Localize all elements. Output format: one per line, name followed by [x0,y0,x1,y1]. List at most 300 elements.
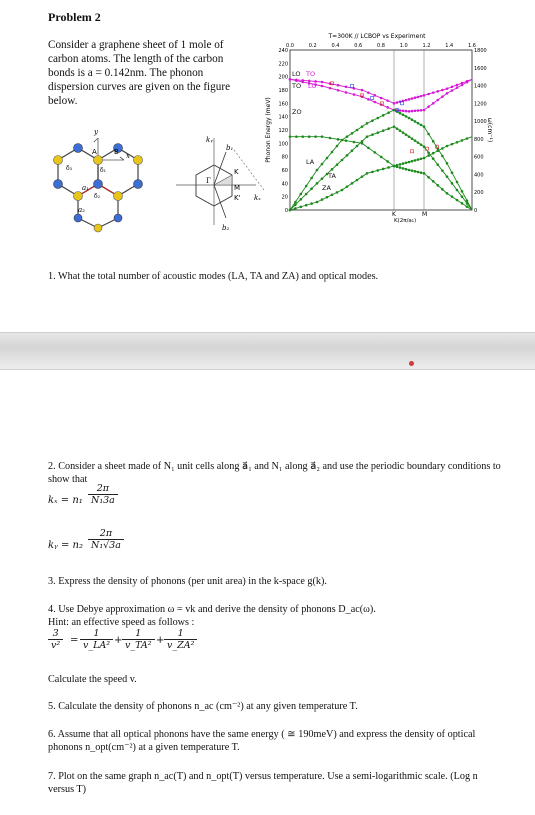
ZA-branch-point [427,176,430,179]
ZA-branch-point [326,196,329,199]
ZA-branch-point [387,166,390,169]
LA-branch-point [387,111,390,114]
ZO-branch-point [289,135,292,138]
calc-speed-text: Calculate the speed v. [48,674,137,685]
LO-branch-point [337,84,340,87]
ZO-branch-point [456,141,459,144]
LA-branch-point [366,122,369,125]
LA-branch-point [341,139,344,142]
left-tick-label: 100 [278,141,288,148]
kpoint-M: M [422,211,428,218]
LA-branch-point [361,125,364,128]
ZO-branch-point [337,138,340,141]
TA-branch-point [361,140,364,143]
TO-branch-point [451,89,454,92]
plot-xlabel: K(2π/a₁) [394,218,417,224]
top-tick-label: 0.4 [331,43,340,49]
graphene-lattice-figure [38,110,168,230]
LO-branch-point [441,89,444,92]
ZA-branch-point [456,199,459,202]
LA-branch-point [411,118,414,121]
TA-branch-point [300,198,303,201]
TA-branch-point [346,154,349,157]
ZO-branch-point [345,139,348,142]
TA-branch-point [399,129,402,132]
ky-lhs: kᵧ = n₂ [48,540,84,551]
ZO-branch-point [308,135,311,138]
ZO-branch-point [302,135,305,138]
ZA-branch-point [414,170,417,173]
LO-branch-point [367,91,370,94]
question-6: 6. Assume that all optical phonons have the same energy ( ≅ 190meV) and express the density of optical phonons n_opt(cm⁻²) at a given temperature T. [48,729,476,753]
LO-branch-point [374,94,377,97]
mode-label-TO: TO [306,70,316,78]
LO-branch-point [437,90,440,93]
ZO-branch-point [427,154,430,157]
scroll-marker [409,361,414,366]
bz-label-K: K [234,168,239,176]
TA-branch-point [411,137,414,140]
TA-branch-point [423,145,426,148]
LA-branch-point [405,115,408,118]
TO-branch-point [456,86,459,89]
bz-label-gamma: Γ [206,177,211,185]
TO-branch-point [466,81,469,84]
left-tick-label: 40 [281,181,288,188]
ZO-branch-point [432,152,435,155]
ZA-branch-point [321,198,324,201]
lattice-label-d2: δ₂ [94,193,101,200]
TO-branch-point [337,89,340,92]
top-tick-label: 1.2 [422,43,431,49]
ZO-branch-point [451,143,454,146]
ZO-branch-point [423,157,426,160]
TO-branch-point [329,87,332,90]
speed-frac-la [80,628,113,651]
TO-branch-point [414,110,417,113]
right-tick-label: 600 [474,154,484,161]
ZO-branch-point [441,147,444,150]
speed-la-den: v_LA² [83,640,111,651]
plot-y2label: ω(cm⁻¹) [486,117,493,143]
LA-branch [290,110,472,210]
TO-branch-point [321,85,324,88]
LA-branch-point [294,201,297,204]
TA-branch-point [456,189,459,192]
TO-branch-point [417,109,420,112]
brillouin-zone-figure [166,130,266,240]
TA-branch-point [371,133,374,136]
lattice-label-y: y [94,128,98,136]
TA-branch-point [356,145,359,148]
problem-title: Problem 2 [48,10,101,24]
left-tick-label: 180 [278,88,288,94]
lattice-label-A: A [92,148,97,156]
ZA-branch-point [399,166,402,169]
ZA-branch-point [366,172,369,175]
top-tick-label: 1.4 [445,43,454,49]
speed-za-den: v_ZA² [167,640,195,651]
TO-branch-point [289,78,292,81]
LA-branch-point [382,114,385,117]
LA-branch-point [371,119,374,122]
LA-branch-point [417,122,420,125]
bz-label-b1: b₁ [226,144,234,152]
ZO-branch-point [446,145,449,148]
speed-ta-den: v_TA² [125,640,152,651]
TA-branch-point [366,135,369,138]
page-2 [0,370,535,815]
TA-branch-point [387,127,390,130]
left-tick-label: 240 [278,48,288,54]
ZA-branch-point [305,204,308,207]
ZA-branch-point [300,206,303,209]
speed-za-num: 1 [164,628,197,640]
LO-branch-point [446,87,449,90]
ZA-branch-point [396,166,399,169]
ZO-branch-point [380,156,383,159]
LO-branch [290,79,472,103]
speed-la-num: 1 [80,628,113,640]
TO-branch-point [399,109,402,112]
TO-branch-point [420,109,423,112]
lattice-label-d1: δ₁ [100,167,107,174]
LO-branch-point [361,89,364,92]
kx-denominator: N₁3a [91,495,115,506]
ZA-branch-point [377,169,380,172]
LO-branch-point [420,95,423,98]
ZA-branch-point [371,171,374,174]
ZA-branch-point [461,202,464,205]
TO-branch-point [441,95,444,98]
mode-label-TO2: TO [292,82,302,90]
LA-branch-point [414,120,417,123]
ZO-branch-point [405,162,408,165]
phonon-dispersion-plot [262,30,492,230]
ZO-branch-point [374,151,377,154]
TO-branch-point [461,84,464,87]
TO-branch-point [408,110,411,113]
LA-branch-point [351,132,354,135]
TA-branch-point [382,129,385,132]
ZA-branch-point [331,194,334,197]
TA-branch-point [432,157,435,160]
hint-text: Hint: an effective speed as follows : [48,617,195,628]
LO-branch-point [396,101,399,104]
ZA-branch-point [316,201,319,204]
LO-branch-point [427,93,430,96]
speed-plus-1: + [114,635,123,646]
bz-label-M: M [234,184,241,192]
question-1: 1. What the total number of acoustic modes (LA, TA and ZA) and optical modes. [48,271,379,282]
mode-label-LO: LO [292,70,301,78]
speed-lhs-num: 3 [48,628,63,640]
left-tick-label: 20 [281,194,288,201]
TA-branch-point [466,202,469,205]
TO-branch-point [423,109,426,112]
ZA-branch-point [405,168,408,171]
TA-branch-point [310,187,313,190]
TO-branch-point [411,110,414,113]
TO-branch-point [405,110,408,113]
TA-branch-point [393,125,396,128]
TA-branch-point [341,159,344,162]
ZA-branch-point [294,207,297,210]
LA-branch-point [399,112,402,115]
right-tick-label: 1000 [474,119,487,126]
mode-label-LA: LA [306,158,315,166]
experiment-marker [371,97,374,100]
TA-branch-point [408,135,411,138]
ZA-branch-point [408,169,411,172]
left-tick-label: 160 [278,101,288,108]
ky-numerator: 2π [88,528,124,540]
ZA-branch-point [411,169,414,172]
kpoint-K: K [392,211,396,218]
ZA-branch-point [451,195,454,198]
question-4: 4. Use Debye approximation ω = vk and derive the density of phonons D_ac(ω). [48,604,376,615]
LA-branch-point [408,117,411,120]
speed-frac-za [164,628,197,651]
TO-branch-point [386,106,389,109]
LA-branch-point [456,181,459,184]
TA-branch-point [414,139,417,142]
TA-branch-point [461,195,464,198]
LA-branch-point [316,169,319,172]
ZO-branch-point [329,137,332,140]
ZO-branch-point [367,147,370,150]
ZO-branch-point [466,137,469,140]
LA-branch-point [423,125,426,128]
plot-ylabel: Phonon Energy (meV) [265,97,272,163]
LO-branch-point [329,82,332,85]
kx-numerator: 2π [88,483,118,495]
TA-branch-point [351,149,354,152]
TA-branch-point [336,163,339,166]
TA-branch-point [331,168,334,171]
TA-branch-point [446,175,449,178]
LA-branch-point [310,177,313,180]
ZA-branch-point [351,182,354,185]
bz-label-b2: b₂ [222,224,230,232]
ZA-branch-point [402,167,405,170]
lattice-label-x: x [126,152,130,160]
question-3: 3. Express the density of phonons (per unit area) in the k-space g(k). [48,576,327,587]
ZA-branch-point [310,202,313,205]
mode-label-ZO: ZO [292,108,302,116]
TO-branch-point [446,92,449,95]
mode-label-ZA: ZA [322,184,331,192]
speed-frac-lhs [48,628,63,651]
lattice-label-a1: a₁ [82,184,89,192]
ZO-branch-point [402,162,405,165]
ZA-branch-point [346,185,349,188]
ZO-branch-point [321,135,324,138]
LO-branch-point [408,98,411,101]
ZO-branch-point [408,161,411,164]
experiment-marker [351,85,354,88]
top-tick-label: 0.6 [354,43,363,49]
bz-label-Kp: K' [234,194,241,202]
LO-branch-point [393,102,396,105]
TO-branch-point [437,99,440,102]
TA-branch-point [420,143,423,146]
top-tick-label: 0.8 [377,43,385,49]
LO-branch-point [386,99,389,102]
plot-title: T=300K // LCBOP vs Experiment [328,33,426,40]
TO-branch-point [302,81,305,84]
lattice-label-B: B [114,148,119,156]
ZO-branch [290,137,472,166]
LO-branch-point [456,84,459,87]
LA-branch-point [427,133,430,136]
question-7: 7. Plot on the same graph n_ac(T) and n_opt(T) versus temperature. Use a semi-logarithmic scale. (Log n versus T) [48,771,478,795]
TA-branch-point [402,131,405,134]
LA-branch-point [305,185,308,188]
ZO-branch-point [461,139,464,142]
TO-branch-point [374,101,377,104]
LA-branch-point [336,145,339,148]
LA-branch-point [432,140,435,143]
ZO-branch-point [414,159,417,162]
speed-frac-ta [122,628,155,651]
ZA-branch-point [336,191,339,194]
ZA-branch-point [441,188,444,191]
TO-branch-point [432,102,435,105]
ZA-branch-point [382,168,385,171]
right-tick-label: 1600 [474,65,487,72]
ZO-branch-point [314,135,317,138]
LA-branch-point [356,129,359,132]
TA-branch-point [316,182,319,185]
kx-fraction [88,483,118,506]
speed-ta-num: 1 [122,628,155,640]
left-tick-label: 220 [278,61,288,68]
LA-branch-point [402,114,405,117]
mode-label-LO2: LO [308,82,317,90]
TO-branch-point [402,110,405,113]
LA-branch-point [420,124,423,127]
question-2: 2. Consider a sheet made of N₁ unit cells along a⃗₁ and N₁ along a⃗₂ and use the periodic boundary conditions to show that [48,461,501,485]
LO-branch-point [414,96,417,99]
top-tick-label: 1.0 [399,43,408,49]
LA-branch-point [346,135,349,138]
right-tick-label: 1400 [474,83,487,90]
question-5: 5. Calculate the density of phonons n_ac (cm⁻²) at any given temperature T. [48,701,358,712]
TA-branch-point [405,133,408,136]
LA-branch-point [326,157,329,160]
ZA-branch-point [341,189,344,192]
kx-lhs: kₓ = n₁ [48,495,83,506]
LO-branch-point [411,97,414,100]
ZO-branch-point [295,135,298,138]
ZO-branch-point [411,160,414,163]
top-tick-label: 0.0 [286,43,294,49]
top-tick-label: 0.2 [308,43,317,49]
right-tick-label: 1800 [474,48,487,54]
lattice-label-d3: δ₃ [66,165,73,172]
right-tick-label: 0 [474,208,478,214]
ZO-branch-point [420,158,423,161]
LA-branch-point [461,190,464,193]
TO-branch [290,79,472,111]
TA-branch-point [451,182,454,185]
ky-fraction [88,528,124,551]
bz-label-ky: kᵧ [206,136,213,144]
ZO-branch-point [417,158,420,161]
LA-branch-point [331,151,334,154]
ZO-branch-point [353,141,356,144]
right-tick-label: 200 [474,190,484,197]
page-divider [0,332,535,370]
ZA-branch-point [417,171,420,174]
LO-branch-point [380,97,383,100]
TA-branch-point [321,177,324,180]
ZA-branch-point [393,165,396,168]
right-tick-label: 400 [474,172,484,179]
ZA-branch-point [361,175,364,178]
lattice-label-a2: a₂ [78,206,85,214]
LO-branch-point [451,86,454,89]
TA-branch-point [441,169,444,172]
TA-branch-point [437,163,440,166]
LA-branch-point [393,109,396,112]
speed-lhs-den: v² [51,640,61,651]
LO-branch-point [417,96,420,99]
LA-branch-point [377,117,380,120]
right-tick-label: 800 [474,136,484,143]
speed-eq-sign: = [70,635,79,646]
ZA-branch [290,166,472,210]
LA-branch-point [300,193,303,196]
TA-branch-point [427,151,430,154]
bz-label-kx: kₓ [254,194,261,202]
left-tick-label: 140 [278,114,288,121]
TO-branch-point [427,105,430,108]
mode-label-TA: TA [328,172,336,180]
TA-branch-point [417,141,420,144]
LA-branch-point [451,171,454,174]
TA-branch-point [305,193,308,196]
ZA-branch-point [356,179,359,182]
TO-branch-point [345,91,348,94]
experiment-marker [411,150,414,153]
ZA-branch-point [446,192,449,195]
ZA-branch-point [437,184,440,187]
TA-branch-point [396,127,399,130]
ZA-branch-point [420,171,423,174]
LA-branch-point [321,163,324,166]
LA-branch-point [446,162,449,165]
left-tick-label: 60 [281,168,288,174]
left-tick-label: 80 [281,154,288,161]
TA-branch-point [294,203,297,206]
ZO-branch-point [386,160,389,163]
ZA-branch-point [423,172,426,175]
left-tick-label: 120 [278,128,288,134]
right-tick-label: 1200 [474,101,487,108]
left-tick-label: 200 [278,74,288,81]
LO-branch-point [345,86,348,89]
page-1 [0,0,535,330]
LO-branch-point [432,91,435,94]
LA-branch-point [441,155,444,158]
left-tick-label: 0 [284,208,288,214]
LO-branch-point [321,81,324,84]
speed-plus-2: + [156,635,165,646]
ky-denominator: N₁√3a [91,540,121,551]
top-tick-label: 1.6 [468,43,476,49]
